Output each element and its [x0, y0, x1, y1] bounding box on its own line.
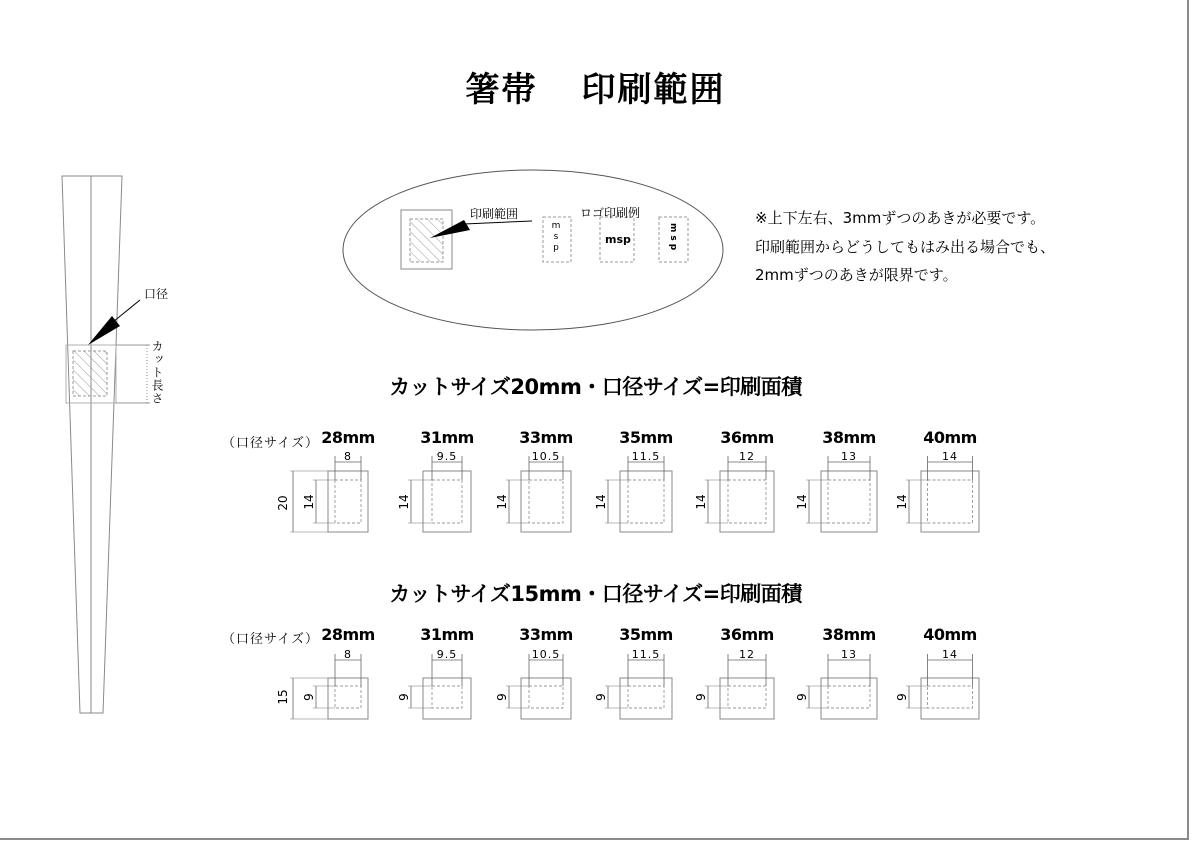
mouth-label: 口径: [144, 287, 169, 301]
section-2-height-label-4: 9: [594, 693, 608, 701]
section-2-height-label-3: 9: [495, 693, 509, 701]
section-2-print-area-3: [529, 686, 563, 708]
section-1-height-label-3: 14: [495, 493, 509, 510]
section-1-height-label-4: 14: [594, 493, 608, 510]
section-1-print-area-6: [828, 480, 870, 523]
title-part2: 印刷範囲: [581, 70, 726, 110]
section-1-width-label-6: 13: [841, 450, 857, 463]
oval-print-area-label: 印刷範囲: [470, 207, 519, 221]
section-2-size-label-4: 35mm: [619, 625, 673, 644]
section-2-width-label-7: 14: [942, 648, 958, 661]
section-1-print-area-2: [432, 480, 462, 523]
section-2-width-label-6: 13: [841, 648, 857, 661]
note-line-2: 印刷範囲からどうしてもはみ出る場合でも、: [755, 238, 1056, 256]
section-1-cut-size: 20: [276, 495, 290, 511]
section-2-cut-size: 15: [276, 689, 290, 705]
section-2-width-label-2: 9.5: [436, 648, 458, 661]
section-1-height-label-1: 14: [302, 493, 316, 510]
note-line-3: 2mmずつのあきが限界です。: [755, 266, 958, 284]
section-2-print-area-2: [432, 686, 462, 708]
section-1-height-label-7: 14: [895, 493, 909, 510]
section-2-size-label-5: 36mm: [720, 625, 774, 644]
section-2-height-label-5: 9: [694, 693, 708, 701]
section-1-title: カットサイズ20mm・口径サイズ=印刷面積: [389, 375, 802, 399]
section-1-print-area-7: [928, 480, 973, 523]
section-1-size-label-3: 33mm: [519, 428, 573, 447]
section-2-outer-box-1: [328, 678, 368, 719]
section-2-width-label-1: 8: [344, 648, 352, 661]
section-1-width-label-5: 12: [739, 450, 755, 463]
section-2-title: カットサイズ15mm・口径サイズ=印刷面積: [389, 582, 802, 606]
section-2-print-area-7: [928, 686, 973, 708]
section-1-width-label-4: 11.5: [631, 450, 661, 463]
section-2-height-label-7: 9: [895, 693, 909, 701]
logo-text-rotated: msp: [668, 223, 678, 254]
section-1-size-label-2: 31mm: [420, 428, 474, 447]
section-2-height-label-2: 9: [397, 693, 411, 701]
section-1-width-label-2: 9.5: [436, 450, 458, 463]
cut-length-label: カット長さ: [150, 340, 164, 405]
section-2-size-label-1: 28mm: [321, 625, 375, 644]
logo-example-label: ロゴ印刷例: [580, 206, 641, 220]
section-1-size-label-4: 35mm: [619, 428, 673, 447]
section-2-outer-box-3: [521, 678, 571, 719]
section-2-print-area-1: [335, 686, 361, 708]
section-1-print-area-5: [728, 480, 766, 523]
section-1-width-label-7: 14: [942, 450, 958, 463]
section-2-outer-box-7: [921, 678, 979, 719]
section-1-height-label-6: 14: [795, 493, 809, 510]
section-1-print-area-1: [335, 480, 361, 523]
section-2-print-area-5: [728, 686, 766, 708]
logo-text-vertical: msp: [551, 221, 561, 254]
logo-text-horizontal: msp: [605, 233, 631, 246]
section-1-size-label-7: 40mm: [923, 428, 977, 447]
section-2-print-area-4: [628, 686, 664, 708]
section-1-height-label-5: 14: [694, 493, 708, 510]
section-1-size-label-5: 36mm: [720, 428, 774, 447]
section-2-size-label-3: 33mm: [519, 625, 573, 644]
section-2-width-label-4: 11.5: [631, 648, 661, 661]
section-1-size-label-6: 38mm: [822, 428, 876, 447]
section-2-outer-box-6: [821, 678, 877, 719]
section-2-size-label-2: 31mm: [420, 625, 474, 644]
mouth-leader-arrow: [88, 300, 140, 345]
section-1-height-label-2: 14: [397, 493, 411, 510]
section-2-width-label-5: 12: [739, 648, 755, 661]
section-1-row-label: （口径サイズ）: [222, 436, 319, 451]
section-2-height-label-1: 9: [302, 693, 316, 701]
section-1-size-label-1: 28mm: [321, 428, 375, 447]
title-part1: 箸帯: [465, 70, 538, 110]
section-1-width-label-1: 8: [344, 450, 352, 463]
section-1-print-area-4: [628, 480, 664, 523]
section-2-print-area-6: [828, 686, 870, 708]
section-1-width-label-3: 10.5: [531, 450, 561, 463]
note-line-1: ※上下左右、3mmずつのあきが必要です。: [755, 209, 1046, 227]
example-oval: [343, 170, 723, 330]
section-2-height-label-6: 9: [795, 693, 809, 701]
section-1-print-area-3: [529, 480, 563, 523]
section-2-size-label-6: 38mm: [822, 625, 876, 644]
section-2-width-label-3: 10.5: [531, 648, 561, 661]
chopstick-sleeve: [62, 176, 122, 713]
section-2-size-label-7: 40mm: [923, 625, 977, 644]
section-2-row-label: （口径サイズ）: [222, 632, 319, 647]
section-2-outer-box-2: [423, 678, 471, 719]
